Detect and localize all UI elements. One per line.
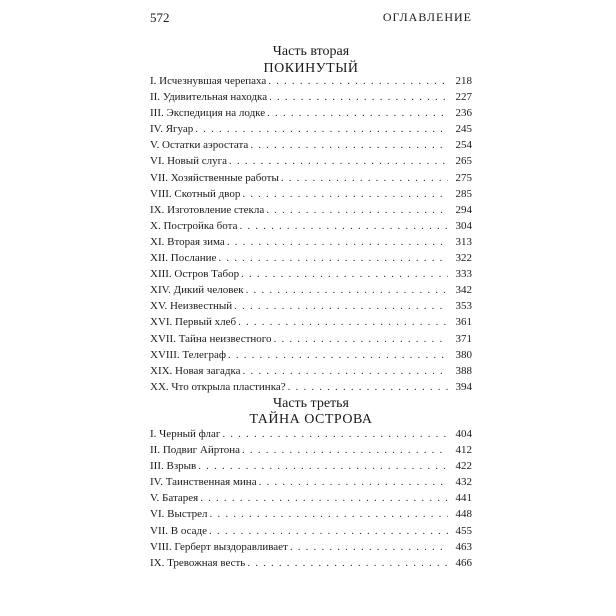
chapter-title: IX. Тревожная весть [150,556,246,569]
chapter-title: XI. Вторая зима [150,235,225,248]
chapter-title: XX. Что открыла пластинка? [150,380,286,393]
chapter-page-number: 333 [455,268,472,281]
chapter-page-number: 432 [455,476,472,489]
dot-leader [281,170,448,186]
part-title: ТАЙНА ОСТРОВА [249,412,373,427]
dot-leader [246,282,448,298]
toc-list [150,73,472,395]
chapter-page-number: 422 [455,460,472,473]
chapter-title: IV. Ягуар [150,123,194,136]
chapter-page-number: 380 [455,348,472,361]
chapter-page-number: 265 [455,155,472,168]
toc-entry [150,523,472,539]
chapter-page-number: 322 [455,252,472,265]
chapter-title: IX. Изготовление стекла [150,203,265,216]
toc-entry [150,298,472,314]
dot-leader [200,490,448,506]
dot-leader [290,539,448,555]
toc-entry [150,266,472,282]
toc-entry [150,137,472,153]
chapter-title: XVIII. Телеграф [150,348,226,361]
toc-entry [150,426,472,442]
chapter-title: VI. Новый слуга [150,155,228,168]
toc-entry [150,379,472,395]
toc-entry [150,555,472,571]
toc-entry [150,331,472,347]
toc-entry [150,234,472,250]
dot-leader [227,234,448,250]
toc-entry [150,458,472,474]
toc-entry [150,105,472,121]
chapter-page-number: 441 [455,492,472,505]
toc-entry [150,490,472,506]
toc-entry [150,186,472,202]
toc-entry [150,442,472,458]
chapter-page-number: 254 [455,139,472,152]
toc-list [150,426,472,571]
dot-leader [195,121,448,137]
chapter-title: X. Постройка бота [150,219,238,232]
chapter-title: XV. Неизвестный [150,300,233,313]
chapter-page-number: 304 [455,219,472,232]
chapter-title: I. Черный флаг [150,428,221,440]
chapter-title: V. Батарея [150,492,199,505]
dot-leader [239,218,448,234]
dot-leader [242,186,448,202]
dot-leader [274,331,448,347]
dot-leader [238,314,448,330]
chapter-title: XVII. Тайна неизвестного [150,332,272,345]
part-heading: Часть третья [273,396,349,411]
toc-entry [150,121,472,137]
chapter-page-number: 342 [455,284,472,297]
toc-entry [150,170,472,186]
dot-leader [247,555,448,571]
chapter-title: III. Взрыв [150,460,197,473]
part-heading: Часть вторая [272,44,350,59]
toc-entry [150,506,472,522]
chapter-title: XIII. Остров Табор [150,268,240,281]
dot-leader [266,202,448,218]
chapter-title: VI. Выстрел [150,508,208,521]
chapter-title: VII. Хозяйственные работы [150,171,279,184]
toc-entry [150,282,472,298]
chapter-title: II. Подвиг Айртона [150,444,241,457]
chapter-page-number: 394 [455,380,472,393]
chapter-page-number: 353 [455,300,472,313]
chapter-title: II. Удивительная находка [150,91,268,104]
dot-leader [234,298,448,314]
chapter-page-number: 455 [455,524,472,537]
chapter-page-number: 388 [455,364,472,377]
toc-entry [150,202,472,218]
dot-leader [259,474,448,490]
dot-leader [210,506,448,522]
chapter-page-number: 463 [455,540,472,553]
chapter-title: XII. Послание [150,252,217,265]
toc-entry [150,347,472,363]
chapter-title: XVI. Первый хлеб [150,316,237,329]
dot-leader [250,137,448,153]
toc-entry [150,218,472,234]
toc-entry [150,89,472,105]
chapter-page-number: 285 [455,187,472,200]
dot-leader [243,363,448,379]
dot-leader [242,442,448,458]
toc-entry [150,539,472,555]
chapter-title: I. Исчезнувшая черепаха [150,75,267,87]
chapter-title: V. Остатки аэростата [150,139,249,152]
dot-leader [269,89,448,105]
chapter-title: III. Экспедиция на лодке [150,107,266,120]
chapter-title: VIII. Скотный двор [150,187,241,200]
chapter-title: VII. В осаде [150,524,208,537]
chapter-page-number: 466 [455,556,472,569]
part-title: ПОКИНУТЫЙ [263,61,359,76]
dot-leader [218,250,448,266]
chapter-title: IV. Таинственная мина [150,476,257,489]
chapter-page-number: 313 [455,235,472,248]
dot-leader [288,379,448,395]
chapter-page-number: 404 [455,428,472,440]
toc-entry [150,474,472,490]
running-title: ОГЛАВЛЕНИЕ [382,10,472,24]
toc-entry [150,363,472,379]
chapter-title: XIX. Новая загадка [150,364,241,377]
page-header [150,10,472,30]
chapter-page-number: 448 [455,508,472,521]
chapter-page-number: 227 [455,91,472,104]
chapter-page-number: 361 [455,316,472,329]
dot-leader [267,105,448,121]
dot-leader [241,266,448,282]
dot-leader [268,73,448,89]
chapter-title: XIV. Дикий человек [150,284,244,297]
chapter-page-number: 371 [455,332,472,345]
dot-leader [209,523,448,539]
chapter-page-number: 275 [455,171,472,184]
chapter-page-number: 245 [455,123,472,136]
toc-entry [150,153,472,169]
toc-entry [150,314,472,330]
chapter-page-number: 218 [455,75,472,87]
dot-leader [222,426,448,442]
page-number: 572 [150,10,170,25]
chapter-page-number: 236 [455,107,472,120]
dot-leader [228,347,448,363]
chapter-page-number: 412 [455,444,472,457]
dot-leader [198,458,448,474]
dot-leader [229,153,448,169]
chapter-title: VIII. Герберт выздоравливает [150,540,288,553]
chapter-page-number: 294 [455,203,472,216]
toc-entry [150,250,472,266]
toc-entry [150,73,472,89]
